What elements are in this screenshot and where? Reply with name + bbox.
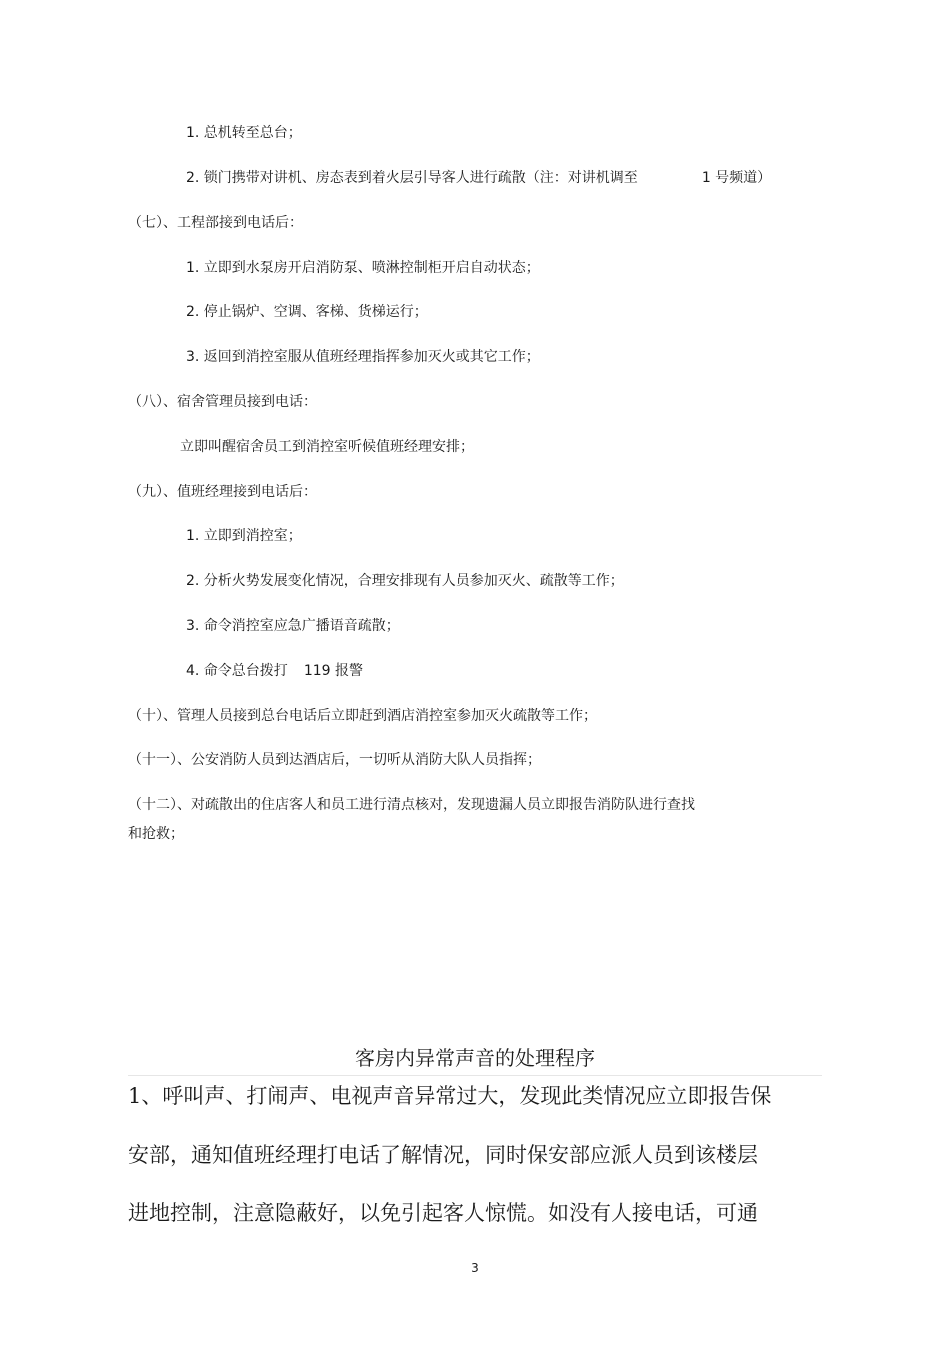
list-heading: （十）、管理人员接到总台电话后立即赶到酒店消控室参加灭火疏散等工作； — [128, 708, 597, 724]
section-title: 客房内异常声音的处理程序 — [355, 1046, 595, 1070]
list-item: 4. 命令总台拨打 119 报警 — [186, 663, 363, 679]
list-heading: （八）、宿舍管理员接到电话： — [128, 394, 317, 410]
page-number: 3 — [471, 1261, 479, 1275]
list-item: 1. 立即到消控室； — [186, 528, 302, 544]
list-item: 2. 停止锅炉、空调、客梯、货梯运行； — [186, 304, 428, 320]
list-heading: （十一）、公安消防人员到达酒店后，一切听从消防大队人员指挥； — [128, 752, 541, 768]
list-item: 3. 返回到消控室服从值班经理指挥参加灭火或其它工作； — [186, 349, 540, 365]
paragraph-line: 安部，通知值班经理打电话了解情况，同时保安部应派人员到该楼层 — [128, 1143, 758, 1167]
list-heading: （七）、工程部接到电话后： — [128, 215, 303, 231]
paragraph-line: 1、呼叫声、打闹声、电视声音异常过大，发现此类情况应立即报告保 — [128, 1084, 772, 1108]
list-item: 立即叫醒宿舍员工到消控室听候值班经理安排； — [180, 439, 474, 455]
list-item: 2. 分析火势发展变化情况，合理安排现有人员参加灭火、疏散等工作； — [186, 573, 624, 589]
list-item: 1. 立即到水泵房开启消防泵、喷淋控制柜开启自动状态； — [186, 260, 540, 276]
list-heading-continuation: 和抢救； — [128, 826, 184, 842]
list-item: 2. 锁门携带对讲机、房态表到着火层引导客人进行疏散（注：对讲机调至 1 号频道） — [186, 170, 772, 186]
list-item: 3. 命令消控室应急广播语音疏散； — [186, 618, 400, 634]
list-item: 1. 总机转至总台； — [186, 125, 302, 141]
list-heading: （九）、值班经理接到电话后： — [128, 484, 317, 500]
title-divider — [128, 1075, 822, 1076]
paragraph-line: 进地控制，注意隐蔽好，以免引起客人惊慌。如没有人接电话，可通 — [128, 1201, 758, 1225]
list-heading: （十二）、对疏散出的住店客人和员工进行清点核对，发现遗漏人员立即报告消防队进行查找 — [128, 797, 695, 813]
